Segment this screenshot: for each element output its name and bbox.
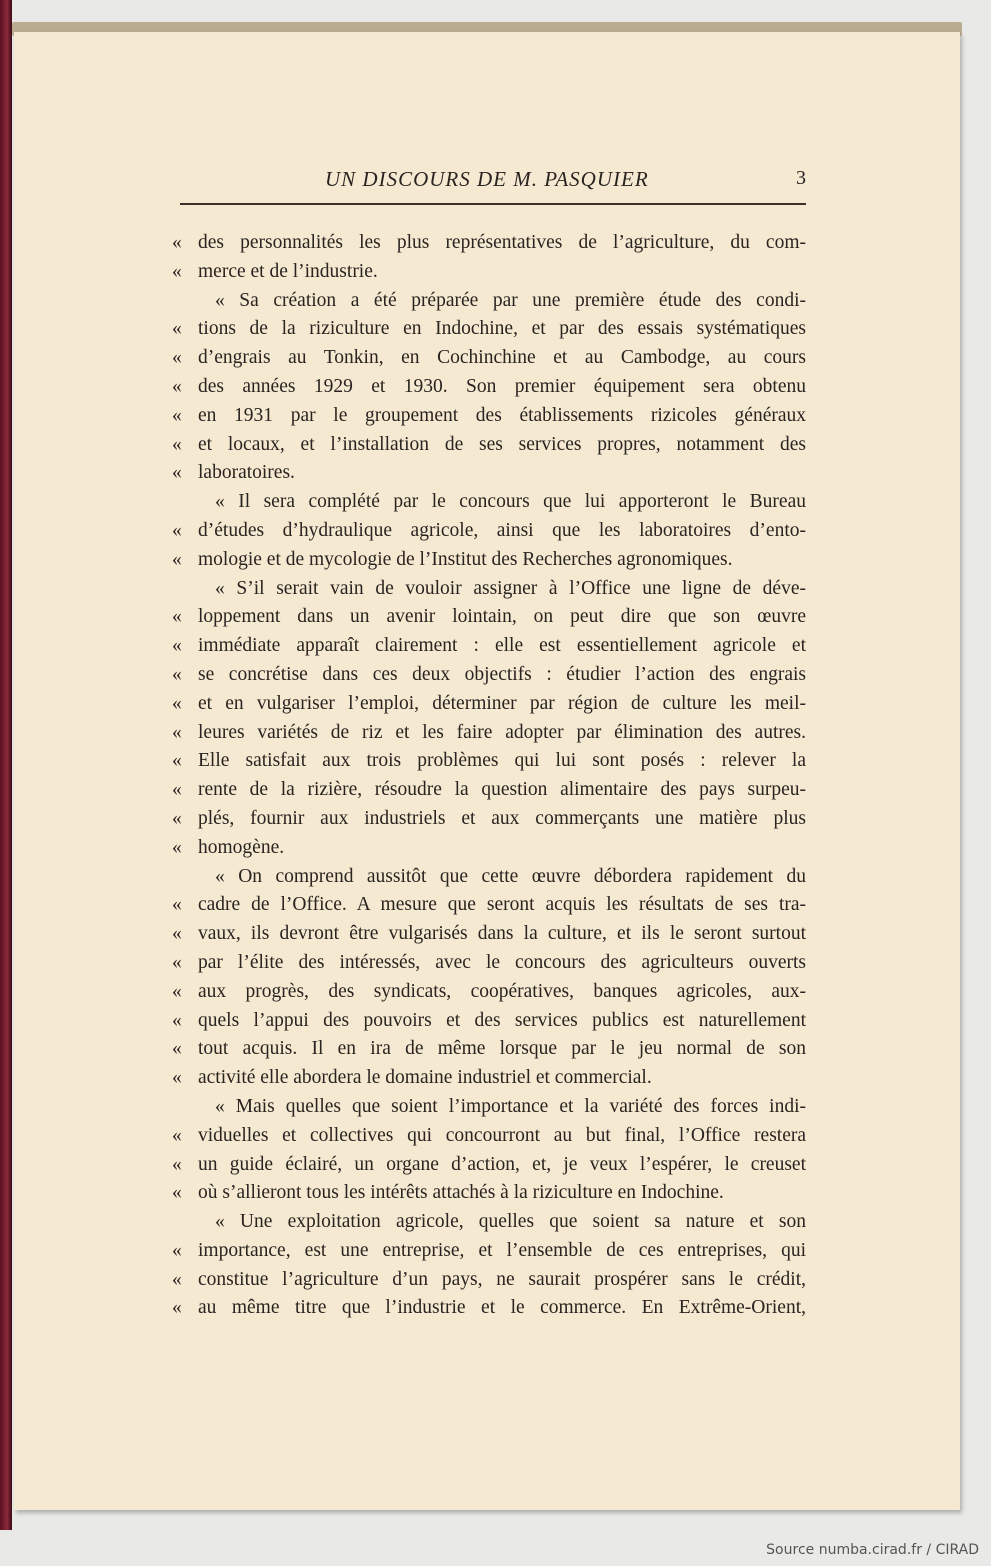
margin-quote-mark: «: [172, 606, 182, 628]
margin-quote-mark: «: [172, 721, 182, 743]
margin-quote-mark: «: [172, 375, 182, 397]
text-line: [172, 373, 806, 402]
line-text: loppement dans un avenir lointain, on peut dire que son œuvre: [198, 606, 806, 628]
line-text: plés, fournir aux industriels et aux commerçants une matière plus: [198, 807, 806, 829]
line-text: aux progrès, des syndicats, coopératives, banques agricoles, aux-: [198, 980, 806, 1002]
line-text: immédiate apparaît clairement : elle est essentiellement agricole et: [198, 635, 806, 657]
line-text: tout acquis. Il en ira de même lorsque par le jeu normal de son: [198, 1038, 806, 1060]
margin-quote-mark: «: [172, 260, 182, 282]
text-line: [172, 517, 806, 546]
margin-quote-mark: «: [172, 1182, 182, 1204]
line-text: au même titre que l’industrie et le commerce. En Extrême-Orient,: [198, 1297, 806, 1319]
book-spine: [0, 0, 12, 1530]
text-line: [172, 747, 806, 776]
margin-quote-mark: «: [172, 1268, 182, 1290]
text-line: [172, 258, 806, 287]
line-text: par l’élite des intéressés, avec le concours des agriculteurs ouverts: [198, 951, 806, 973]
text-line: [172, 344, 806, 373]
text-line: [172, 1064, 806, 1093]
margin-quote-mark: «: [172, 433, 182, 455]
text-line: [172, 488, 806, 517]
line-text: « Sa création a été préparée par une première étude des condi-: [215, 289, 806, 311]
margin-quote-mark: «: [172, 663, 182, 685]
margin-quote-mark: «: [172, 779, 182, 801]
text-line: [172, 546, 806, 575]
text-line: [172, 719, 806, 748]
text-line: [172, 1208, 806, 1237]
line-text: « Une exploitation agricole, quelles que soient sa nature et son: [215, 1211, 806, 1233]
margin-quote-mark: «: [172, 980, 182, 1002]
margin-quote-mark: «: [172, 894, 182, 916]
source-credit: Source numba.cirad.fr / CIRAD: [766, 1542, 979, 1558]
line-text: constitue l’agriculture d’un pays, ne saurait prospérer sans le crédit,: [198, 1268, 806, 1290]
line-text: d’engrais au Tonkin, en Cochinchine et au Cambodge, au cours: [198, 347, 806, 369]
running-title: UN DISCOURS DE M. PASQUIER: [325, 167, 649, 191]
margin-quote-mark: «: [172, 318, 182, 340]
line-text: vaux, ils devront être vulgarisés dans la culture, et ils le seront surtout: [198, 923, 806, 945]
line-text: et en vulgariser l’emploi, déterminer par région de culture les meil-: [198, 692, 806, 714]
margin-quote-mark: «: [172, 923, 182, 945]
line-text: activité elle abordera le domaine industriel et commercial.: [198, 1067, 652, 1089]
margin-quote-mark: «: [172, 951, 182, 973]
line-text: se concrétise dans ces deux objectifs : étudier l’action des engrais: [198, 663, 806, 685]
margin-quote-mark: «: [172, 807, 182, 829]
text-line: [172, 575, 806, 604]
line-text: des années 1929 et 1930. Son premier équipement sera obtenu: [198, 375, 806, 397]
margin-quote-mark: «: [172, 635, 182, 657]
line-text: un guide éclairé, un organe d’action, et, je veux l’espérer, le creuset: [198, 1153, 806, 1175]
text-line: [172, 1122, 806, 1151]
margin-quote-mark: «: [172, 1297, 182, 1319]
text-line: [172, 1179, 806, 1208]
line-text: en 1931 par le groupement des établissements rizicoles généraux: [198, 404, 806, 426]
page-header: [180, 167, 806, 197]
line-text: Elle satisfait aux trois problèmes qui lui sont posés : relever la: [198, 750, 806, 772]
text-line: [172, 978, 806, 1007]
line-text: « On comprend aussitôt que cette œuvre débordera rapidement du: [215, 865, 806, 887]
margin-quote-mark: «: [172, 836, 182, 858]
text-line: [172, 1237, 806, 1266]
margin-quote-mark: «: [172, 1153, 182, 1175]
line-text: importance, est une entreprise, et l’ensemble de ces entreprises, qui: [198, 1239, 806, 1261]
text-line: [172, 1294, 806, 1323]
page-body-text: [172, 229, 806, 1323]
margin-quote-mark: «: [172, 1009, 182, 1031]
text-line: [172, 920, 806, 949]
text-line: [172, 459, 806, 488]
text-line: [172, 603, 806, 632]
text-line: [172, 1007, 806, 1036]
line-text: homogène.: [198, 836, 285, 858]
line-text: des personnalités les plus représentatives de l’agriculture, du com-: [198, 232, 806, 253]
line-text: laboratoires.: [198, 462, 295, 484]
text-line: [172, 690, 806, 719]
text-line: [172, 402, 806, 431]
text-line: [172, 834, 806, 863]
margin-quote-mark: «: [172, 1038, 182, 1060]
text-line: [172, 632, 806, 661]
text-line: [172, 287, 806, 316]
margin-quote-mark: «: [172, 404, 182, 426]
margin-quote-mark: «: [172, 232, 182, 253]
line-text: cadre de l’Office. A mesure que seront acquis les résultats de ses tra-: [198, 894, 806, 916]
text-line: [172, 661, 806, 690]
text-line: [172, 315, 806, 344]
text-line: [172, 891, 806, 920]
line-text: « S’il serait vain de vouloir assigner à l’Office une ligne de déve-: [215, 577, 806, 599]
text-line: [172, 229, 806, 258]
margin-quote-mark: «: [172, 519, 182, 541]
margin-quote-mark: «: [172, 1067, 182, 1089]
text-line: [172, 1035, 806, 1064]
line-text: leures variétés de riz et les faire adopter par élimination des autres.: [198, 721, 806, 743]
line-text: quels l’appui des pouvoirs et des services publics est naturellement: [198, 1009, 806, 1031]
line-text: mologie et de mycologie de l’Institut des Recherches agronomiques.: [198, 548, 733, 570]
page-number: 3: [796, 167, 806, 189]
line-text: où s’allieront tous les intérêts attachés à la riziculture en Indochine.: [198, 1182, 724, 1204]
margin-quote-mark: «: [172, 548, 182, 570]
margin-quote-mark: «: [172, 462, 182, 484]
margin-quote-mark: «: [172, 750, 182, 772]
text-line: [172, 431, 806, 460]
line-text: « Mais quelles que soient l’importance et la variété des forces indi-: [215, 1095, 806, 1117]
text-line: [172, 1093, 806, 1122]
text-line: [172, 863, 806, 892]
line-text: et locaux, et l’installation de ses services propres, notamment des: [198, 433, 806, 455]
line-text: merce et de l’industrie.: [198, 260, 378, 282]
header-rule: [180, 203, 806, 205]
text-line: [172, 949, 806, 978]
line-text: viduelles et collectives qui concourront au but final, l’Office restera: [198, 1124, 806, 1146]
text-line: [172, 1151, 806, 1180]
margin-quote-mark: «: [172, 1239, 182, 1261]
margin-quote-mark: «: [172, 692, 182, 714]
text-line: [172, 1266, 806, 1295]
text-line: [172, 776, 806, 805]
line-text: « Il sera complété par le concours que lui apporteront le Bureau: [215, 491, 806, 513]
margin-quote-mark: «: [172, 347, 182, 369]
line-text: tions de la riziculture en Indochine, et par des essais systématiques: [198, 318, 806, 340]
text-line: [172, 805, 806, 834]
line-text: d’études d’hydraulique agricole, ainsi que les laboratoires d’ento-: [198, 519, 806, 541]
margin-quote-mark: «: [172, 1124, 182, 1146]
line-text: rente de la rizière, résoudre la question alimentaire des pays surpeu-: [198, 779, 806, 801]
